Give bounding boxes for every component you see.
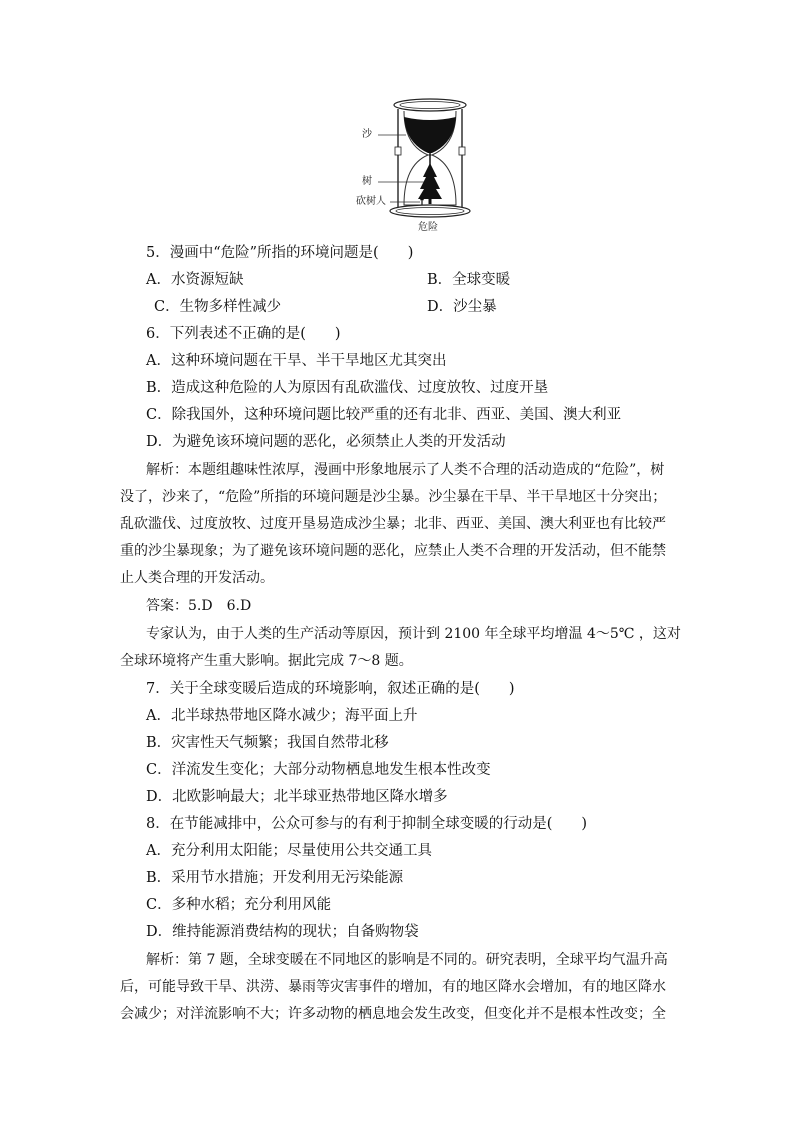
q7-option-b: B．灾害性天气频繁；我国自然带北移 (146, 735, 389, 751)
analysis-1-line-4: 重的沙尘暴现象；为了避免该环境问题的恶化，应禁止人类不合理的开发活动，但不能禁 (120, 543, 666, 559)
analysis-2-line-3: 会减少；对洋流影响不大；许多动物的栖息地会发生改变，但变化并不是根本性改变；全 (120, 1006, 666, 1022)
figure-label-danger: 危险 (418, 222, 438, 233)
question-5-stem: 5．漫画中“危险”所指的环境问题是( ) (146, 245, 414, 261)
hourglass-drawing (360, 95, 490, 235)
q6-option-a: A．这种环境问题在干旱、半干旱地区尤其突出 (146, 353, 447, 369)
analysis-1-line-5: 止人类合理的开发活动。 (120, 570, 274, 586)
answer-1: 答案：5.D 6.D (146, 598, 252, 614)
intro-line-2: 全球环境将产生重大影响。据此完成 7～8 题。 (120, 653, 413, 669)
figure-label-sand: 沙 (362, 129, 372, 140)
figure-label-tree: 树 (362, 176, 372, 187)
q6-option-b: B．造成这种危险的人为原因有乱砍滥伐、过度放牧、过度开垦 (146, 380, 549, 396)
analysis-1-line-2: 没了，沙来了，“危险”所指的环境问题是沙尘暴。沙尘暴在干旱、半干旱地区十分突出； (120, 489, 667, 505)
question-7-stem: 7．关于全球变暖后造成的环境影响，叙述正确的是( ) (146, 681, 515, 697)
analysis-1-line-3: 乱砍滥伐、过度放牧、过度开垦易造成沙尘暴；北非、西亚、美国、澳大利亚也有比较严 (120, 516, 666, 532)
q7-option-c: C．洋流发生变化；大部分动物栖息地发生根本性改变 (146, 762, 491, 778)
q5-option-d: D．沙尘暴 (427, 299, 497, 315)
q5-option-a: A．水资源短缺 (146, 272, 244, 288)
q6-option-c: C．除我国外，这种环境问题比较严重的还有北非、西亚、美国、澳大利亚 (146, 407, 622, 423)
q7-option-d: D．北欧影响最大；北半球亚热带地区降水增多 (146, 789, 448, 805)
q8-option-c: C．多种水稻；充分利用风能 (146, 897, 332, 913)
hourglass-illustration (356, 95, 490, 235)
analysis-2-line-1: 解析：第 7 题，全球变暖在不同地区的影响是不同的。研究表明，全球平均气温升高 (146, 952, 668, 968)
q8-option-a: A．充分利用太阳能；尽量使用公共交通工具 (146, 843, 432, 859)
question-6-stem: 6．下列表述不正确的是( ) (146, 326, 341, 342)
q8-option-b: B．采用节水措施；开发利用无污染能源 (146, 870, 404, 886)
q8-option-d: D．维持能源消费结构的现状；自备购物袋 (146, 924, 419, 940)
figure-label-cutter: 砍树人 (356, 196, 386, 207)
q5-option-c: C．生物多样性减少 (154, 299, 282, 315)
intro-line-1: 专家认为，由于人类的生产活动等原因，预计到 2100 年全球平均增温 4～5℃ ，这对 (146, 626, 681, 642)
q5-option-b: B．全球变暖 (427, 272, 511, 288)
analysis-1-line-1: 解析：本题组趣味性浓厚，漫画中形象地展示了人类不合理的活动造成的“危险”，树 (146, 462, 665, 478)
analysis-2-line-2: 后，可能导致干旱、洪涝、暴雨等灾害事件的增加，有的地区降水会增加，有的地区降水 (120, 979, 666, 995)
q6-option-d: D．为避免该环境问题的恶化，必须禁止人类的开发活动 (146, 434, 506, 450)
q7-option-a: A．北半球热带地区降水减少；海平面上升 (146, 708, 418, 724)
question-8-stem: 8．在节能减排中，公众可参与的有利于抑制全球变暖的行动是( ) (146, 816, 588, 832)
